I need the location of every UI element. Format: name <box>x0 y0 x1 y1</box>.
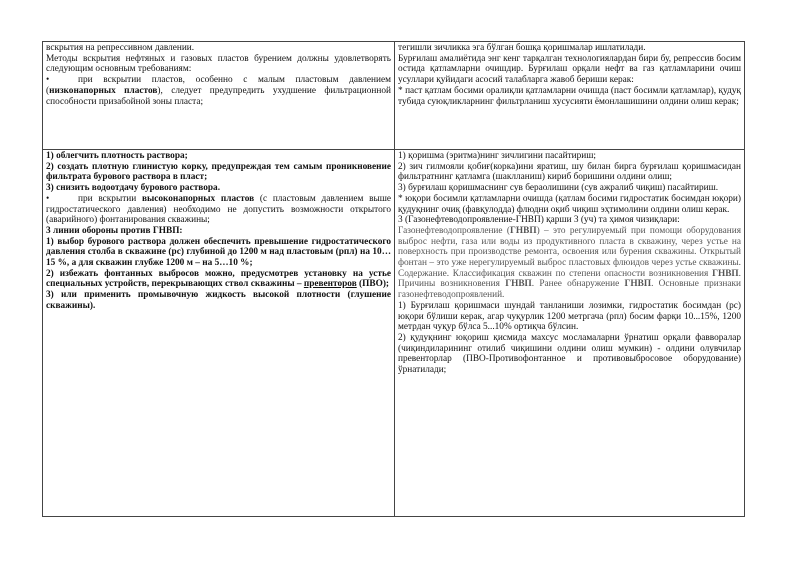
definition-text: ) – это регулируемый при помощи оборудования выброс нефти, газа или воды из продуктивного пласта в скважину, через устье на поверхность при производстве ремонта, освоения или бурения скважины. Открытый фонтан – это уже нерегулируемый выброс пластовых флюидов через устье скважины. Содержание. Классификация скважин по степени опасности возникновения <box>398 225 741 279</box>
right-paragraph: Бурғилаш амалиётида энг кенг тарқалган технологиялардан бири бу, репрессив босим остида қатламларни очишдир. Бурғилаш орқали нефт ва газ қатламларини очиш усуллари қуйидаги асосий талабларга жавоб бериши керак: <box>398 53 741 86</box>
list-item: 2) создать плотную глинистую корку, предупреждая тем самым проникновение фильтрата бурового раствора в пласт; <box>46 161 391 183</box>
bold-term: ГНВП <box>509 225 537 236</box>
list-item: 2) қудуқнинг юқориш қисмида махсус мосламаларни ўрнатиш орқали фавворалар (чиқиндиларининг отилиб чиқишини олдини олиш мумкин) - олдини олувчилар превенторлар (ПВО-Противофонтанное и противовыбросовое оборудование) ўрнатилади; <box>398 332 741 376</box>
list-item: 3) бурғилаш қоришмаснинг сув бераолишини (сув ажралиб чиқиш) пасайтириш. <box>398 183 719 194</box>
list-text: 2) избежать фонтанных выбросов можно, предусмотрев установку на устье специальных устройств, перекрывающих ствол скважины – <box>46 268 391 290</box>
bold-term: ГНВП <box>712 268 739 279</box>
left-bullet-low-pressure <box>46 75 391 107</box>
list-item: * юқори босимли қатламларни очишда (қатлам босими гидростатик босимдан юқори) қудуқнинг очиқ (фавқулодда) флюдни оқиб чиқиш эҳтимолини олдини олиш керак. <box>398 193 741 215</box>
table-row <box>43 42 745 150</box>
list-item: 2) зич гилмояли қобиғ(корка)ини яратиш, шу билан бирга бурғилаш қоришмасидан фильтратнинг қатламга (шаклланиш) кириб боришини олдини олиш; <box>398 161 741 183</box>
bullet-text-end: (с пластовым давлением выше гидростатического давления) необходимо не допустить возможности открытого (аварийного) фонтанирования скважины; <box>46 193 392 226</box>
list-text-end: (ПВО); <box>356 279 390 290</box>
section-heading: 3 линии обороны против ГНВП: <box>46 225 183 236</box>
right-text-line: тегишли зичликка эга бўлган бошқа қоришмалар ишлатилади. <box>398 43 646 53</box>
bullet-text: при вскрытии пластов, особенно с малым пластовым давлением ( <box>46 75 391 96</box>
definition-text: Газонефтеводопроявление ( <box>398 225 510 236</box>
left-bullet-high-pressure <box>46 194 391 226</box>
list-item: 3) или применить промывочную жидкость высокой плотности (глушение скважины). <box>46 290 391 311</box>
definition-text: . Причины возникновения <box>398 268 741 290</box>
bullet-text-end: ), следует предупредить ухудшение фильтрационной способности призабойной зоны пласта; <box>46 85 391 107</box>
right-cell-top <box>395 42 745 150</box>
definition-text: . Ранее обнаружение <box>531 279 625 290</box>
document-table <box>42 41 745 517</box>
list-item: 1) выбор бурового раствора должен обеспечить превышение гидростатического давления столба в скважине (рс) глубиной до 1200 м над пластовым (рпл) на 10…15 %, а для скважин глубже 1200 м – на 5…10 %; <box>46 236 391 269</box>
left-requirements-intro: Методы вскрытия нефтяных и газовых пластов бурением должны удовлетворять следующим основным требованиям: <box>46 53 391 75</box>
list-item: 1) облегчить плотность раствора; <box>46 151 188 161</box>
bullet-icon: • <box>46 75 50 86</box>
list-item: 3 (Газонефтеводопроявление-ГНВП) қарши 3 (уч) та ҳимоя чизиқлари: <box>398 215 680 226</box>
definition-text: . Основные признаки газонефтеводопроявлений. <box>398 279 742 301</box>
right-paragraph: * паст қатлам босими оралиқли қатламларни очишда (паст босимли қатламлар), қудуқ тубида суюқликларнинг фильтрланиш хусусияти ёмонлашишини олдини олиш керак; <box>398 85 741 107</box>
left-cell-top <box>43 42 395 150</box>
left-cell-bottom <box>43 150 395 517</box>
gnvp-definition <box>398 226 741 301</box>
bullet-icon: • <box>46 193 50 204</box>
list-item <box>46 269 391 290</box>
list-item: 1) Бурғилаш қоришмаси шундай танланиши лозимки, гидростатик босимдан (рс) юқори бўлиши керак, агар чуқурлик 1200 метргача (рпл) босим фарқи 10...15%, 1200 метрдан чуқур бўлса 5...10% ортиқча бўлсин. <box>398 300 741 333</box>
list-item: 3) снизить водоотдачу бурового раствора. <box>46 183 221 194</box>
bold-term: ГНВП <box>624 279 652 290</box>
left-text-line: вскрытия на репрессивном давлении. <box>46 43 195 53</box>
right-cell-bottom <box>395 150 745 517</box>
bullet-text: при вскрытии <box>78 193 142 204</box>
list-item: 1) қоришма (эритма)нинг зичлигини пасайтириш; <box>398 151 597 161</box>
bold-term: ГНВП <box>505 279 532 290</box>
bold-term: высоконапорных пластов <box>141 193 255 204</box>
underlined-term: превенторов <box>303 279 357 290</box>
table-row <box>43 150 745 517</box>
bold-term: низконапорных пластов <box>49 85 158 96</box>
